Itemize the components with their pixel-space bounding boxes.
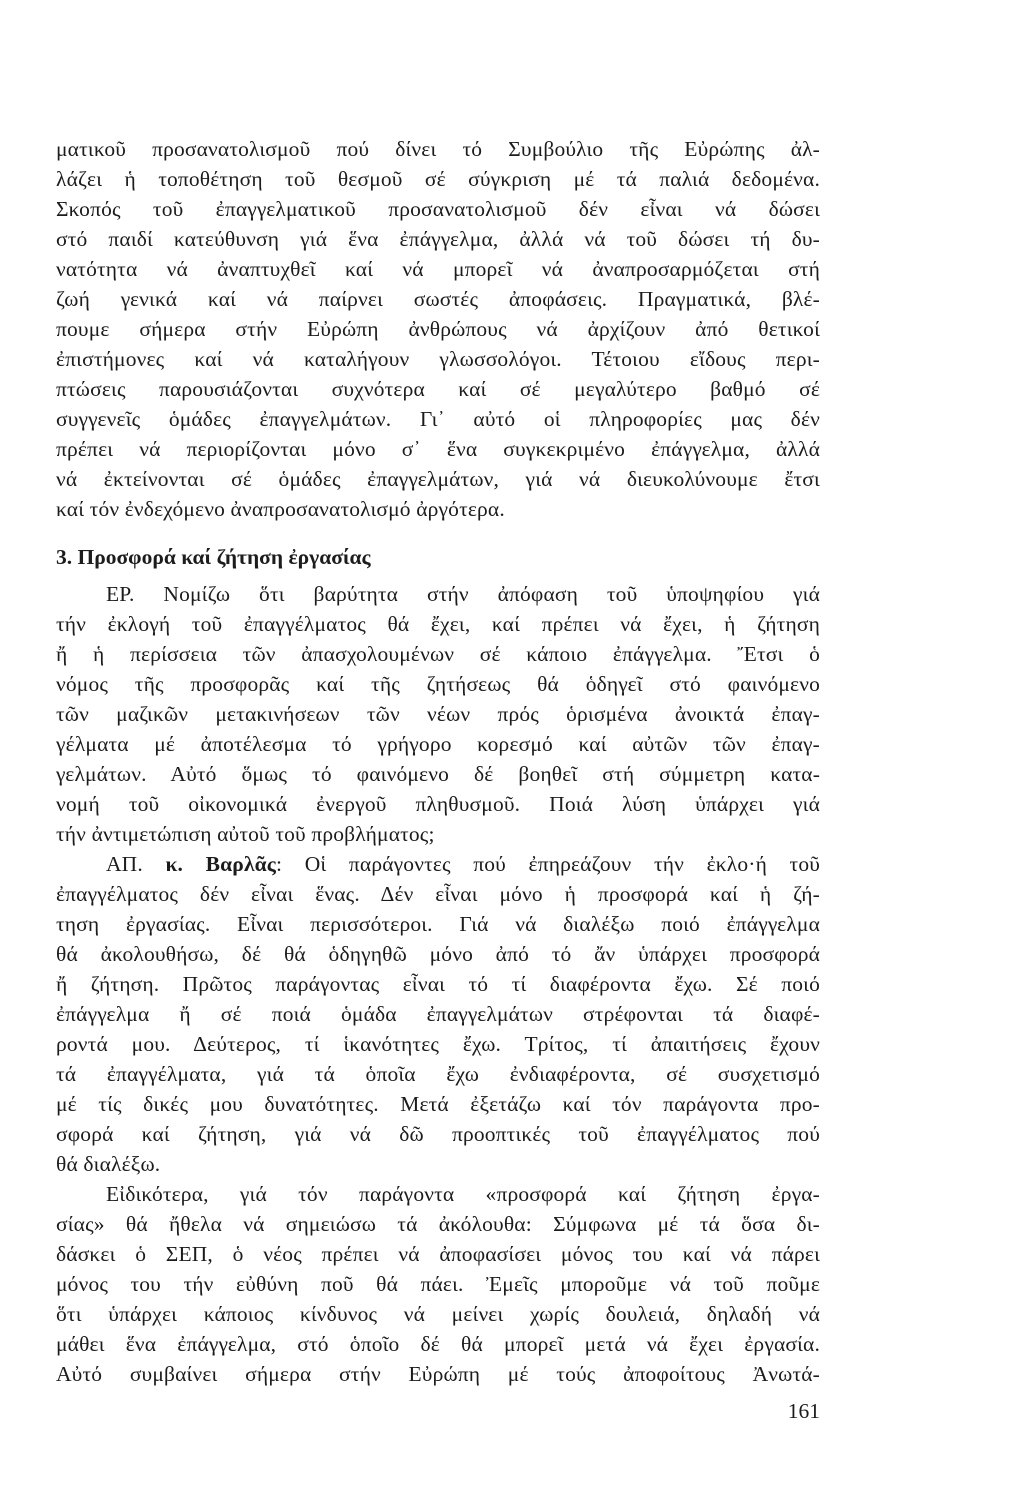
text-line: ματικοῦ προσανατολισμοῦ πού δίνει τό Συμβούλιο τῆς Εὐρώπης ἀλ- [56,137,820,161]
page-number: 161 [787,1399,820,1423]
question-line: τήν ἐκλογή τοῦ ἐπαγγέλματος θά ἔχει, καί πρέπει νά ἔχει, ἡ ζήτηση [56,612,820,636]
final-line: Εἰδικότερα, γιά τόν παράγοντα «προσφορά καί ζήτηση ἐργα- [106,1182,820,1206]
text-line: ἐπιστήμονες καί νά καταλήγουν γλωσσολόγοι. Τέτοιου εἴδους περι- [56,347,820,371]
answer-line: ἤ ζήτηση. Πρῶτος παράγοντας εἶναι τό τί διαφέροντα ἔχω. Σέ ποιό [56,972,820,996]
question-line: ΕΡ. Νομίζω ὅτι βαρύτητα στήν ἀπόφαση τοῦ ὑποψηφίου γιά [106,582,820,606]
answer-line: τά ἐπαγγέλματα, γιά τά ὁποῖα ἔχω ἐνδιαφέροντα, σέ συσχετισμό [56,1062,820,1086]
question-line: γελμάτων. Αὐτό ὅμως τό φαινόμενο δέ βοηθεῖ στή σύμμετρη κατα- [56,762,820,786]
answer-prefix: ΑΠ. [106,852,166,876]
text-line: ζωή γενικά καί νά παίρνει σωστές ἀποφάσεις. Πραγματικά, βλέ- [56,287,820,311]
text-line: πτώσεις παρουσιάζονται συχνότερα καί σέ μεγαλύτερο βαθμό σέ [56,377,820,401]
text-line: πρέπει νά περιορίζονται μόνο σ᾽ ἕνα συγκεκριμένο ἐπάγγελμα, ἀλλά [56,437,820,461]
text-line: λάζει ἡ τοποθέτηση τοῦ θεσμοῦ σέ σύγκριση μέ τά παλιά δεδομένα. [56,167,820,191]
final-line: μάθει ἕνα ἐπάγγελμα, στό ὁποῖο δέ θά μπορεῖ μετά νά ἔχει ἐργασία. [56,1332,820,1356]
answer-first-text: : Οἱ παράγοντες πού ἐπηρεάζουν τήν ἐκλο·ή τοῦ [276,852,821,876]
text-line: Σκοπός τοῦ ἐπαγγελματικοῦ προσανατολισμοῦ δέν εἶναι νά δώσει [56,197,820,221]
answer-line: θά διαλέξω. [56,1152,161,1176]
final-line: μόνος του τήν εὐθύνη ποῦ θά πάει. Ἐμεῖς μποροῦμε νά τοῦ ποῦμε [56,1272,820,1296]
question-line: τῶν μαζικῶν μετακινήσεων τῶν νέων πρός ὁρισμένα ἀνοικτά ἐπαγ- [56,702,820,726]
question-line: γέλματα μέ ἀποτέλεσμα τό γρήγορο κορεσμό καί αὐτῶν τῶν ἐπαγ- [56,732,820,756]
answer-line: ἐπαγγέλματος δέν εἶναι ἕνας. Δέν εἶναι μόνο ἡ προσφορά καί ἡ ζή- [56,882,820,906]
text-line: στό παιδί κατεύθυνση γιά ἕνα ἐπάγγελμα, ἀλλά νά τοῦ δώσει τή δυ- [56,227,820,251]
text-line: νά ἐκτείνονται σέ ὁμάδες ἐπαγγελμάτων, γιά νά διευκολύνουμε ἔτσι [56,467,820,491]
text-line: πουμε σήμερα στήν Εὐρώπη ἀνθρώπους νά ἀρχίζουν ἀπό θετικοί [56,317,820,341]
question-line: τήν ἀντιμετώπιση αὐτοῦ τοῦ προβλήματος; [56,822,435,846]
speaker-name: κ. Βαρλᾶς [165,852,277,876]
question-line: νόμος τῆς προσφορᾶς καί τῆς ζητήσεως θά ὁδηγεῖ στό φαινόμενο [56,672,820,696]
answer-line: ἐπάγγελμα ἤ σέ ποιά ὁμάδα ἐπαγγελμάτων στρέφονται τά διαφέ- [56,1002,820,1026]
final-line: Αὐτό συμβαίνει σήμερα στήν Εὐρώπη μέ τούς ἀποφοίτους Ἀνωτά- [56,1362,820,1386]
text-line: νατότητα νά ἀναπτυχθεῖ καί νά μπορεῖ νά ἀναπροσαρμόζεται στή [56,257,820,281]
text-line: συγγενεῖς ὁμάδες ἐπαγγελμάτων. Γι᾽ αὐτό οἱ πληροφορίες μας δέν [56,407,820,431]
final-line: δάσκει ὁ ΣΕΠ, ὁ νέος πρέπει νά ἀποφασίσει μόνος του καί νά πάρει [56,1242,820,1266]
text-line: καί τόν ἐνδεχόμενο ἀναπροσανατολισμό ἀργότερα. [56,497,505,521]
question-line: νομή τοῦ οἰκονομικά ἐνεργοῦ πληθυσμοῦ. Ποιά λύση ὑπάρχει γιά [56,792,820,816]
answer-line: θά ἀκολουθήσω, δέ θά ὁδηγηθῶ μόνο ἀπό τό ἄν ὑπάρχει προσφορά [56,942,820,966]
answer-line: ροντά μου. Δεύτερος, τί ἱκανότητες ἔχω. Τρίτος, τί ἀπαιτήσεις ἔχουν [56,1032,820,1056]
section-heading: 3. Προσφορά καί ζήτηση ἐργασίας [56,545,371,569]
final-line: ὅτι ὑπάρχει κάποιος κίνδυνος νά μείνει χωρίς δουλειά, δηλαδή νά [56,1302,820,1326]
question-line: ἤ ἡ περίσσεια τῶν ἀπασχολουμένων σέ κάποιο ἐπάγγελμα. Ἔτσι ὁ [56,642,820,666]
final-line: σίας» θά ἤθελα νά σημειώσω τά ἀκόλουθα: Σύμφωνα μέ τά ὅσα δι- [56,1212,820,1236]
answer-line: τηση ἐργασίας. Εἶναι περισσότεροι. Γιά νά διαλέξω ποιό ἐπάγγελμα [56,912,820,936]
answer-line: σφορά καί ζήτηση, γιά νά δῶ προοπτικές τοῦ ἐπαγγέλματος πού [56,1122,820,1146]
answer-line: μέ τίς δικές μου δυνατότητες. Μετά ἐξετάζω καί τόν παράγοντα προ- [56,1092,820,1116]
answer-first-line [106,849,820,879]
